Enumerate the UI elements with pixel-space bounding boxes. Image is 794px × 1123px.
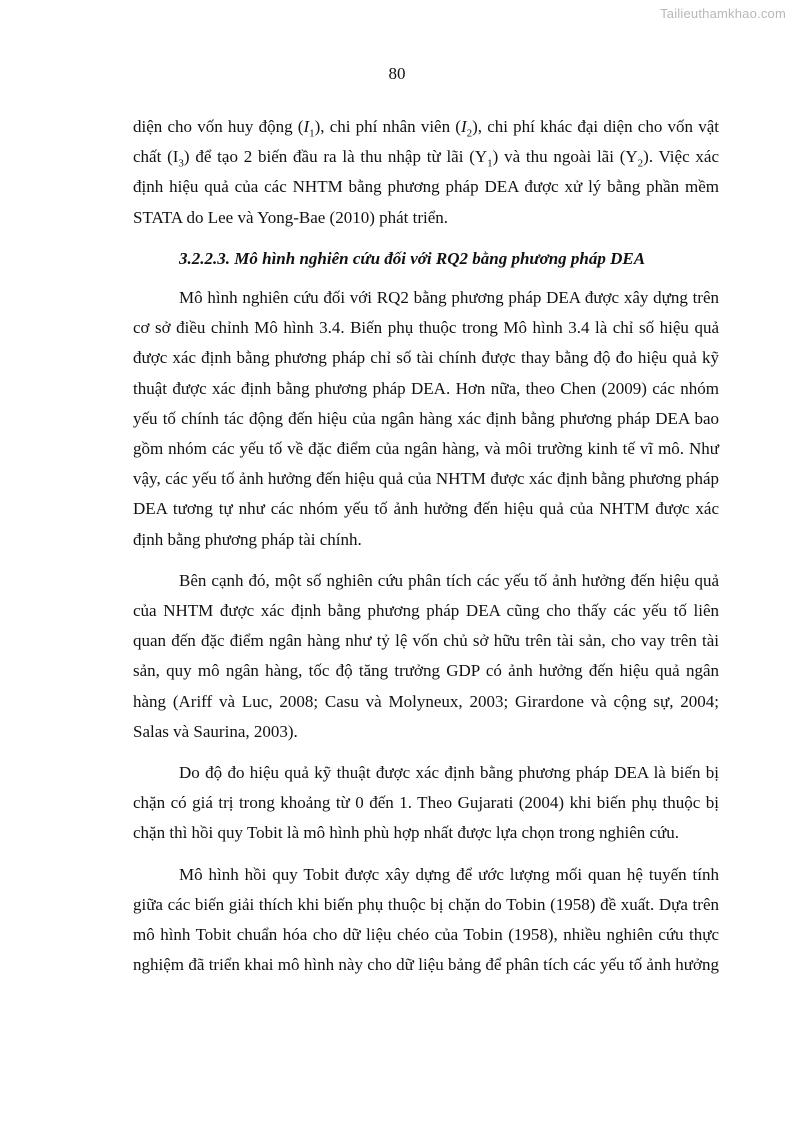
text-line: yếu tố chính tác động đến hiệu của ngân hàng xác định bằng phương pháp DEA bao [133,408,719,428]
text-line: Bên cạnh đó, một số nghiên cứu phân tích các yếu tố ảnh hưởng đến hiệu quả [179,570,719,590]
text-line: gồm nhóm các yếu tố về đặc điểm của ngân hàng, và môi trường kinh tế vĩ mô. Như [133,439,719,459]
text-line: giữa các biến giải thích khi biến phụ thuộc bị chặn do Tobin (1958) đề xuất. Dựa trên [133,894,719,914]
text-line: diện cho vốn huy động $(I_1)$, chi phí nhân viên $(I_2)$, chi phí khác đại diện cho vốn vật [133,117,719,140]
text-line: của NHTM được xác định bằng phương pháp DEA cũng cho thấy các yếu tố liên [133,601,719,621]
text-line: Mô hình hồi quy Tobit được xây dựng để ước lượng mối quan hệ tuyến tính [179,864,719,884]
text-line: vậy, các yếu tố ảnh hưởng đến hiệu quả của NHTM được xác định bằng phương pháp [133,469,719,489]
text-line: nghiệm đã triển khai mô hình này cho dữ liệu bảng để phân tích các yếu tố ảnh hưởng [133,955,719,975]
text-line: STATA do Lee và Yong-Bae (2010) phát triển. [133,207,449,227]
paragraph-1 [133,112,719,233]
section-heading: 3.2.2.3. Mô hình nghiên cứu đối với RQ2 bằng phương pháp DEA [179,248,646,268]
text-line: quan đến đặc điểm ngân hàng như tỷ lệ vốn chủ sở hữu trên tài sản, cho vay trên tài [133,631,719,651]
text-line: DEA tương tự như các nhóm yếu tố ảnh hưởng đến hiệu quả của NHTM được xác [133,499,719,519]
text-line: mô hình Tobit chuẩn hóa cho dữ liệu chéo của Tobin (1958), nhiều nghiên cứu thực [133,925,719,945]
text-line: sản, quy mô ngân hàng, tốc độ tăng trưởng GDP có ảnh hưởng đến hiệu quả ngân [133,661,719,681]
text-line: chặn có giá trị trong khoảng từ 0 đến 1. Theo Gujarati (2004) khi biến phụ thuộc bị [133,793,719,813]
paragraph-3 [133,566,719,747]
text-line: hàng (Ariff và Luc, 2008; Casu và Molyneux, 2003; Girardone và cộng sự, 2004; [133,691,719,711]
text-line: chất $(I_3)$ để tạo 2 biến đầu ra là thu nhập từ lãi $(Y_1)$ và thu ngoài lãi $(Y_2)$. Việc xác [133,147,719,170]
text-line: Salas và Saurina, 2003). [133,721,298,741]
page-number: 80 [388,64,406,83]
paragraph-2 [133,283,719,555]
document-body [133,112,719,991]
paragraph-4 [133,758,719,849]
paragraph-5 [133,860,719,981]
text-line: được xác định bằng phương pháp chỉ số tài chính được thay bằng độ đo hiệu quả kỹ [133,348,719,368]
text-line: Do độ đo hiệu quả kỹ thuật được xác định bằng phương pháp DEA là biến bị [179,763,719,783]
text-line: định hiệu quả của các NHTM bằng phương pháp DEA được xử lý bằng phần mềm [133,177,719,197]
text-line: cơ sở điều chỉnh Mô hình 3.4. Biến phụ thuộc trong Mô hình 3.4 là chỉ số hiệu quả [133,318,719,338]
text-line: Mô hình nghiên cứu đối với RQ2 bằng phương pháp DEA được xây dựng trên [179,288,719,308]
text-line: định bằng phương pháp tài chính. [133,529,362,549]
text-line: thuật được xác định bằng phương pháp DEA. Hơn nữa, theo Chen (2009) các nhóm [133,378,719,398]
text-line: chặn thì hồi quy Tobit là mô hình phù hợp nhất được lựa chọn trong nghiên cứu. [133,823,680,843]
watermark-text: Tailieuthamkhao.com [660,6,786,21]
